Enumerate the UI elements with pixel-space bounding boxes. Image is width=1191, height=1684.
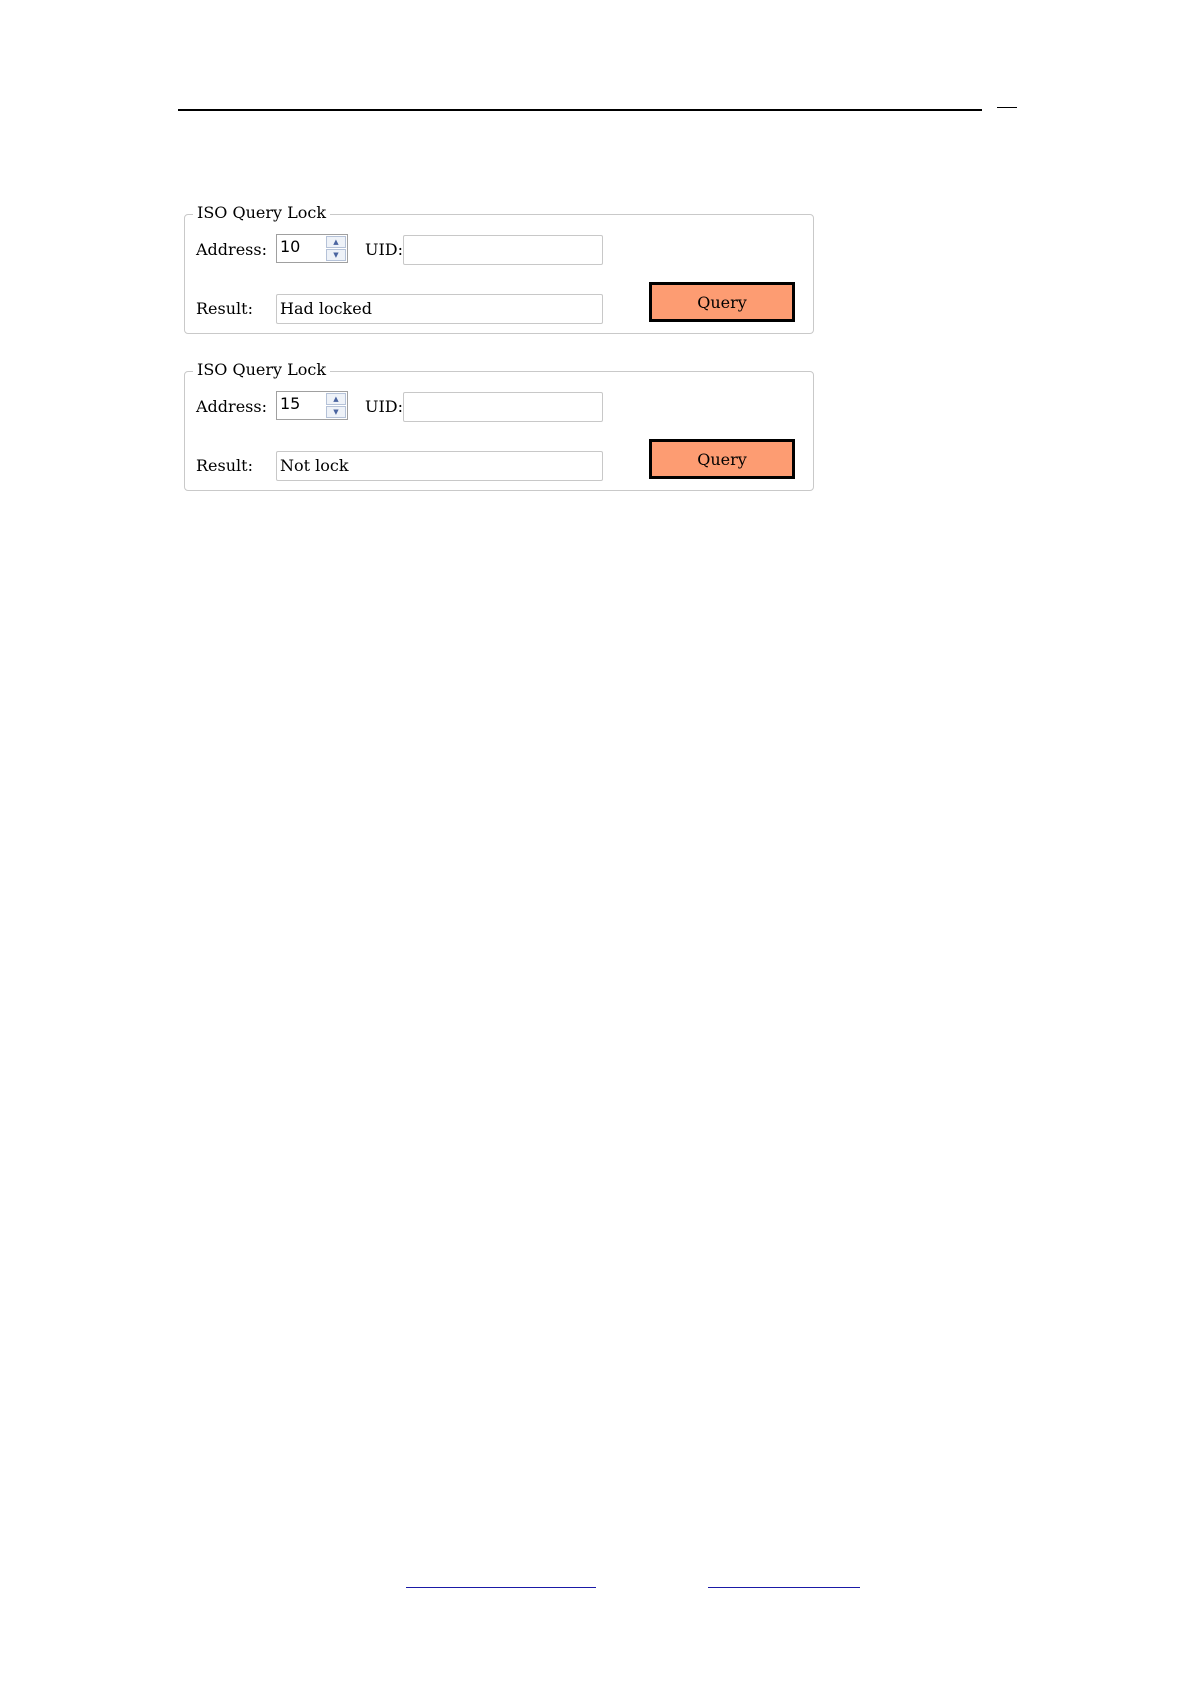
iso-query-lock-group-1: [184, 203, 814, 334]
address-spinbox[interactable]: [276, 234, 348, 263]
query-button[interactable]: Query: [649, 282, 795, 322]
uid-label: UID:: [365, 240, 404, 259]
address-label: Address:: [196, 397, 267, 416]
spin-down-icon[interactable]: ▼: [326, 249, 346, 261]
iso-query-lock-group-2: [184, 360, 814, 491]
uid-label: UID:: [365, 397, 404, 416]
address-spinbox[interactable]: [276, 391, 348, 420]
spin-up-icon[interactable]: ▲: [326, 393, 346, 405]
uid-field[interactable]: [403, 235, 603, 265]
result-field[interactable]: Had locked: [276, 294, 603, 324]
uid-field[interactable]: [403, 392, 603, 422]
group-title: ISO Query Lock: [193, 203, 330, 223]
header-rule: [178, 109, 982, 111]
result-field[interactable]: Not lock: [276, 451, 603, 481]
spin-down-icon[interactable]: ▼: [326, 406, 346, 418]
footer-link-underline-2[interactable]: [708, 1587, 860, 1588]
footer-link-underline-1[interactable]: [406, 1587, 596, 1588]
address-label: Address:: [196, 240, 267, 259]
result-label: Result:: [196, 299, 253, 318]
address-value[interactable]: 15: [280, 394, 301, 413]
group-title: ISO Query Lock: [193, 360, 330, 380]
result-label: Result:: [196, 456, 253, 475]
query-button[interactable]: Query: [649, 439, 795, 479]
spin-up-icon[interactable]: ▲: [326, 236, 346, 248]
header-dash: [997, 107, 1017, 108]
address-value[interactable]: 10: [280, 237, 301, 256]
